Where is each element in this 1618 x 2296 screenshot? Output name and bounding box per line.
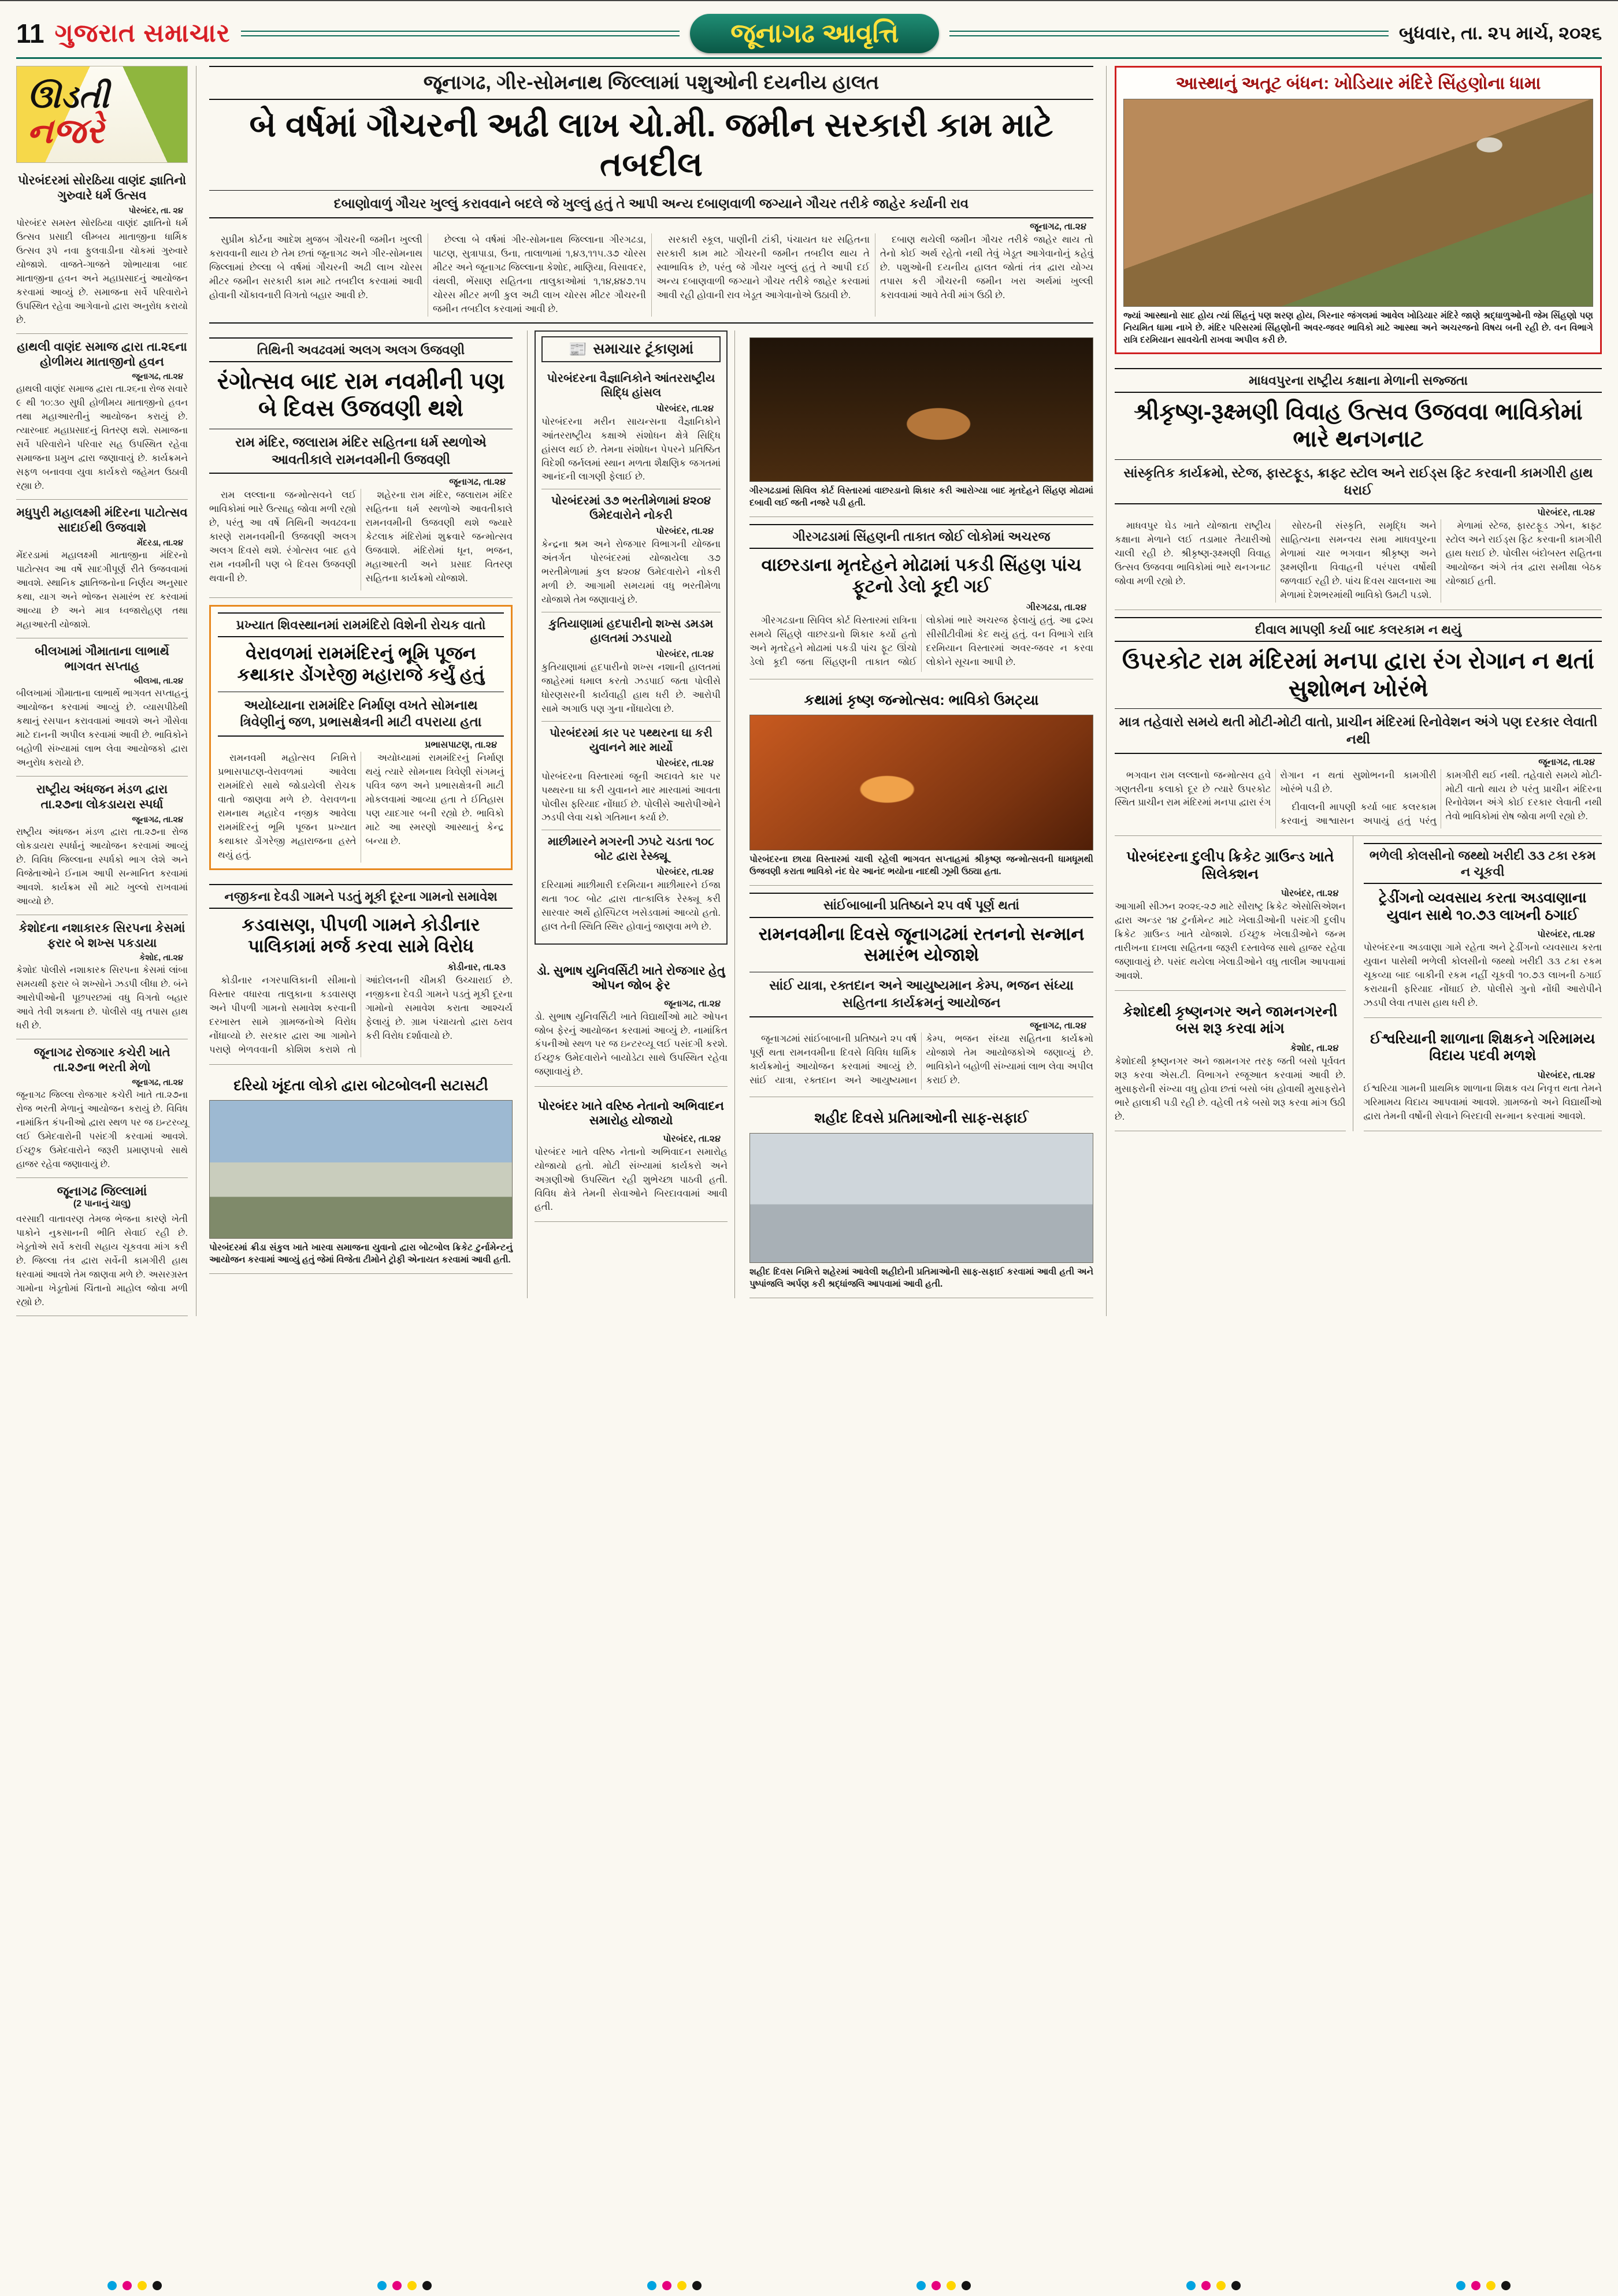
article-dateline: પોરબંદર, તા.૨૪ xyxy=(663,1134,721,1144)
botball-photo xyxy=(209,1100,513,1239)
article-kicker: ગીરગઢડામાં સિંહણની તાકાત જોઈ લોકોમાં અચરજ xyxy=(749,524,1093,549)
article-dateline: જૂનાગઢ, તા.૨૪ xyxy=(664,998,721,1009)
article-veraval-boxed xyxy=(209,605,513,870)
lioness-night-photo xyxy=(749,337,1093,482)
krishna-janmotsav-photo xyxy=(749,715,1093,850)
article-headline: પોરબંદર ખાતે વરિષ્ઠ નેતાનો અભિવાદન સમારોહ યોજાયો xyxy=(538,1099,724,1127)
article-kicker: તિથિની અવઢવમાં અલગ અલગ ઉજવણી xyxy=(209,337,513,363)
brief-dateline: પોરબંદર, તા.૨૪ xyxy=(656,526,714,537)
article-dateline: પોરબંદર, તા.૨૪ xyxy=(1537,930,1595,940)
glance-item xyxy=(16,500,188,638)
main-story-dateline: જૂનાગઢ, તા.૨૪ xyxy=(1030,222,1086,232)
yellow-dot-icon xyxy=(407,2281,417,2290)
article-kicker: ભળેલી કોલસીનો જથ્થો ખરીદી ૩૩ ટકા રકમ ન ચૂકવી xyxy=(1364,843,1602,884)
right-bottom-right xyxy=(1364,836,1602,1131)
glance-title: રાષ્ટ્રીય અંધજન મંડળ દ્વારા તા.૨૭ના લોકડાયરા સ્પર્ધા xyxy=(36,783,168,812)
brief-item xyxy=(541,830,721,939)
yellow-dot-icon xyxy=(947,2281,956,2290)
article-paragraph: ભગવાન રામ લલ્લાનો જન્મોત્સવ હવે ગણતરીના કલાકો દૂર છે ત્યારે ઉપરકોટ સ્થિત પ્રાચીન રામ મંદિરમાં મનપા દ્વારા રંગ રોગાન ન થતાં સુશોભનની કામગીરી ખોરંભે પડી છે. xyxy=(1115,770,1437,808)
glance-logo-word2: નજરે xyxy=(27,111,104,150)
print-registration-dots xyxy=(0,2281,1618,2290)
article-headline: શહીદ દિવસે પ્રતિમાઓની સાફ-સફાઈ xyxy=(814,1110,1029,1127)
article-keshod xyxy=(1115,991,1346,1132)
content-grid xyxy=(16,66,1602,1316)
article-paragraph: જૂનાગઢમાં સાંઈબાબાની પ્રતિષ્ઠાને ૨૫ વર્ષ પૂર્ણ થતા રામનવમીના દિવસે વિવિધ ધાર્મિક કાર્યક્રમોનું આયોજન કરવામાં આવ્યું છે. સાંઈ યાત્રા, રક્તદાન અને આયુષ્યમાન કેમ્પ, ભજન સંધ્યા સહિતના કાર્યક્રમો યોજાશે તેમ આયોજકોએ જણાવ્યું છે. ભાવિકોને બહોળી સંખ્યામાં લાભ લેવા અપીલ કરાઈ છે. xyxy=(749,1033,1093,1086)
black-dot-icon xyxy=(692,2281,702,2290)
article-ramnavmi xyxy=(209,330,513,598)
article-headline: શ્રીકૃષ્ણ-રૂક્ષ્મણી વિવાહ ઉત્સવ ઉજવવા ભાવિકોમાં ભારે થનગનાટ xyxy=(1134,399,1583,452)
article-headline: રંગોત્સવ બાદ રામ નવમીની પણ બે દિવસ ઉજવણી થશે xyxy=(217,369,505,422)
right-bottom-left xyxy=(1115,836,1353,1131)
article-headline: ટ્રેડીંગનો વ્યવસાય કરતા અડવાણાના યુવાન સાથે ૧૦.૭૩ લાખની ઠગાઈ xyxy=(1378,890,1587,923)
photo-caption: ગીરગઢડામાં સિવિલ કોર્ટ વિસ્તારમાં વાછરડાનો શિકાર કરી આરોગ્યા બાદ મૃતદેહને સિંહણ મોઢામાં દબાવી લઈ જતી નજરે પડી હતી. xyxy=(749,485,1093,508)
brief-title: પોરબંદરમાં કાર પર પથ્થરના ઘા કરી યુવાનને માર માર્યો xyxy=(550,726,712,754)
article-body: પોરબંદરના અડવાણા ગામે રહેતા અને ટ્રેડીંગનો વ્યવસાય કરતા યુવાન પાસેથી ભળેલી કોલસીનો જથ્થો ખરીદી ૩૩ ટકા રકમ ચૂકવ્યા બાદ બાકીની રકમ નહીં ચૂકવી ૧૦.૭૩ લાખની ઠગાઈ કરાયાની ફરિયાદ નોંધાઈ છે. પોલીસે ગુનો નોંધી આરોપીને ઝડપી લેવા તપાસ હાથ ધરી છે. xyxy=(1363,942,1602,1008)
header-rule-left xyxy=(241,31,680,36)
glance-body: મેંદરડામાં મહાલક્ષ્મી માતાજીના મંદિરનો પાટોત્સવ આ વર્ષે સાદગીપૂર્ણ રીતે ઉજવવામાં આવશે. સ્થાનિક જ્ઞાતિજનોના નિર્ણય અનુસાર કથા, યાગ અને ભોજન સમારંભ રદ કરવામાં આવ્યા છે અને માત્ર ધ્વજારોહણ તથા મહાઆરતી યોજાશે. xyxy=(16,550,188,630)
article-ishwariya xyxy=(1364,1018,1602,1131)
registration-dots-group xyxy=(647,2281,702,2290)
article-body xyxy=(209,974,513,1057)
glance-title: બીલખામાં ગૌમાતાના લાભાર્થે ભાગવત સપ્તાહ xyxy=(35,644,169,673)
masthead: ગુજરાત સમાચાર xyxy=(54,18,231,47)
cyan-dot-icon xyxy=(1186,2281,1196,2290)
article-dateline: પ્રભાસપાટણ, તા.૨૪ xyxy=(425,740,497,751)
photo-caption: પોરબંદરના છાયા વિસ્તારમાં ચાલી રહેલી ભાગવત સપ્તાહમાં શ્રીકૃષ્ણ જન્મોત્સવની ધામધૂમથી ઉજવણી કરાતા ભાવિકો નંદ ઘેર આનંદ ભયોના નાદથી ઝૂમી ઉઠ્યા હતા. xyxy=(749,855,1093,877)
glance-dateline: મેંદરડા, તા.૨૪ xyxy=(136,538,183,548)
glance-dateline: જૂનાગઢ, તા.૨૪ xyxy=(132,1078,183,1087)
glance-body: બીલખામાં ગૌમાતાના લાભાર્થે ભાગવત સપ્તાહનું આયોજન કરવામાં આવ્યું છે. વ્યાસપીઠેથી કથાનું રસપાન કરાવવામાં આવશે અને ગૌસેવા માટે દાનની અપીલ કરવામાં આવી છે. ભાવિકોને બહોળી સંખ્યામાં લાભ લેવા આયોજકો દ્વારા અનુરોધ કરાયો છે. xyxy=(16,689,188,768)
article-cricket xyxy=(1115,836,1346,991)
briefs-title: સમાચાર ટૂંકાણમાં xyxy=(593,340,694,357)
glance-item xyxy=(16,168,188,334)
black-dot-icon xyxy=(1501,2281,1511,2290)
article-krishna xyxy=(749,679,1093,886)
news-briefs-box xyxy=(535,330,728,945)
glance-item xyxy=(16,638,188,777)
registration-dots-group xyxy=(377,2281,432,2290)
yellow-dot-icon xyxy=(1486,2281,1495,2290)
lioness-photo-block xyxy=(749,330,1093,517)
article-kicker: માધવપુરના રાષ્ટ્રીય કક્ષાના મેળાની સજ્જતા xyxy=(1115,368,1602,393)
glance-title: જૂનાગઢ રોજગાર કચેરી ખાતે તા.૨૭ના ભરતી મેળો xyxy=(34,1046,170,1075)
article-paragraph: ગીરગઢડાના સિવિલ કોર્ટ વિસ્તારમાં રાત્રિના સમયે સિંહણે વાછરડાનો શિકાર કર્યો હતો અને મૃતદેહને મોઢામાં પકડી પાંચ ફૂટ ઊંચો ડેલો કૂદી જતા સિંહણની તાકાત જોઈ લોકોમાં ભારે અચરજ ફેલાયું હતું. આ દ્રશ્ય સીસીટીવીમાં કેદ થયું હતું. વન વિભાગે રાત્રિ દરમિયાન વિસ્તારમાં અવર-જવર ન કરવા લોકોને સૂચના આપી છે. xyxy=(749,615,1093,668)
edition-banner: જૂનાગઢ આવૃત્તિ xyxy=(690,14,939,53)
glance-title: હાથલી વાણંદ સમાજ દ્વારા તા.૨૬ના હોળીમય માતાજીનો હવન xyxy=(17,340,187,369)
continued-title: જૂનાગઢ જિલ્લામાં xyxy=(57,1183,147,1198)
middle-subcolumn-3 xyxy=(749,330,1093,1298)
main-story-paragraph: છેલ્લા બે વર્ષમાં ગીર-સોમનાથ જિલ્લાના ગીરગઢડા, પાટણ, સુત્રાપાડા, ઉના, તાલાળામાં ૧,૪૩,૧૧૫.૩૭ ચોરસ મીટર અને જૂનાગઢ જિલ્લાના કેશોદ, માણિયા, વિસાવદર, વંથલી, ભેંસાણ સહિતના તાલુકાઓમાં ૧,૧૪,૪૪૭.૧૫ ચોરસ મીટર મળી કુલ અઢી લાખ ચોરસ મીટર ગૌચરની જમીન તબદીલ કરવામાં આવી છે. xyxy=(433,235,646,314)
cyan-dot-icon xyxy=(107,2281,117,2290)
registration-dots-group xyxy=(1456,2281,1511,2290)
article-subhead: સાંસ્કૃતિક કાર્યક્રમો, સ્ટેજ, ફાસ્ટફૂડ, ક્રાફ્ટ સ્ટોલ અને રાઈડ્સ ફિટ કરવાની કામગીરી હાથ ધરાઈ xyxy=(1115,459,1602,505)
article-dateline: પોરબંદર, તા.૨૪ xyxy=(1537,508,1595,518)
article-headline: વાછરડાના મૃતદેહને મોઢામાં પકડી સિંહણ પાંચ ફૂટનો ડેલો કૂદી ગઈ xyxy=(761,555,1082,596)
khodiyar-temple-lion-photo xyxy=(1123,99,1593,307)
article-body xyxy=(1115,769,1602,829)
brief-body: કુતિયાણામાં હદપારીનો શખ્સ નશાની હાલતમાં જાહેરમાં ધમાલ કરતો ઝડપાઈ જતા પોલીસે ધોરણસરની કાર્યવાહી હાથ ધરી છે. આરોપી સામે અગાઉ પણ ગુના નોંધાયેલા છે. xyxy=(541,662,721,714)
article-dateline: ગીરગઢડા, તા.૨૪ xyxy=(1026,603,1086,613)
main-story-kicker: જૂનાગઢ, ગીર-સોમનાથ જિલ્લામાં પશુઓની દયનીય હાલત xyxy=(209,66,1093,100)
main-story-paragraph: સુપ્રીમ કોર્ટના આદેશ મુજબ ગૌચરની જમીન ખુલ્લી કરાવવાની થાય છે તેમ છતાં જૂનાગઢ અને ગીર-સોમનાથ જિલ્લામાં છેલ્લા બે વર્ષમાં ગૌચરની અઢી લાખ ચોરસ મીટર જમીન સરકારી કામ માટે તબદીલ કરવામાં આવી હોવાની ચોંકાવનારી વિગતો બહાર આવી છે. xyxy=(209,235,422,300)
article-body: પોરબંદર ખાતે વરિષ્ઠ નેતાનો અભિવાદન સમારોહ યોજાયો હતો. મોટી સંખ્યામાં કાર્યકરો અને અગ્રણીઓ ઉપસ્થિત રહી શુભેચ્છા પાઠવી હતી. વિવિધ ક્ષેત્રે તેમની સેવાઓને બિરદાવવામાં આવી હતી. xyxy=(535,1146,728,1213)
yellow-dot-icon xyxy=(677,2281,686,2290)
article-kicker: પ્રખ્યાત શિવસ્થાનમાં રામમંદિરો વિશેની રોચક વાતો xyxy=(218,612,504,638)
glance-dateline: જૂનાગઢ, તા.૨૪ xyxy=(132,372,183,381)
brief-body: દરિયામાં માછીમારી દરમિયાન માછીમારને ઈજા થતા ૧૦૮ બોટ દ્વારા તાત્કાલિક રેસ્ક્યૂ કરી સારવાર અર્થે હોસ્પિટલ ખસેડવામાં આવ્યો હતો. હાલ તેની સ્થિતિ સ્થિર હોવાનું જાણવા મળે છે. xyxy=(541,880,721,932)
article-body xyxy=(1115,519,1602,603)
article-kodinar xyxy=(209,877,513,1065)
cyan-dot-icon xyxy=(647,2281,656,2290)
glance-logo-word1: ઊડતી xyxy=(27,77,109,114)
registration-dots-group xyxy=(107,2281,162,2290)
black-dot-icon xyxy=(1231,2281,1241,2290)
article-headline: પોરબંદરના દુલીપ ક્રિકેટ ગ્રાઉન્ડ ખાતે સિલેક્શન xyxy=(1126,849,1334,882)
main-story-body xyxy=(209,233,1093,317)
article-body xyxy=(209,489,513,590)
article-subhead: સાંઈ યાત્રા, રક્તદાન અને આયુષ્યમાન કેમ્પ, ભજન સંધ્યા સહિતના કાર્યક્રમનું આયોજન xyxy=(749,972,1093,1017)
article-paragraph: કોડીનાર નગરપાલિકાની સીમાનો વિસ્તાર વધારવા તાલુકાના કડવાસણ અને પીપળી ગામનો સમાવેશ કરવાની દરખાસ્ત સામે ગ્રામજનોએ વિરોધ નોંધાવ્યો છે. સરકાર દ્વારા આ ગામોને પરાણે ભેળવવાની કોશિશ કરાશે તો આંદોલનની ચીમકી ઉચ્ચારાઈ છે. નજીકના દેવડી ગામને પડતું મૂકી દૂરના ગામોનો સમાવેશ કરાતા આશ્ચર્ય ફેલાયું છે. ગ્રામ પંચાયતો દ્વારા ઠરાવ કરી વિરોધ દર્શાવાયો છે. xyxy=(209,975,513,1055)
article-sai xyxy=(749,886,1093,1097)
magenta-dot-icon xyxy=(662,2281,671,2290)
magenta-dot-icon xyxy=(123,2281,132,2290)
article-headline: ડો. સુભાષ યુનિવર્સિટી ખાતે રોજગાર હેતુ ઓપન જોબ ફેર xyxy=(537,964,725,992)
glance-title: કેશોદના નશાકારક સિરપના કેસમાં ફરાર બે શખ્સ પકડાયા xyxy=(18,921,185,950)
glance-body: કેશોદ પોલીસે નશાકારક સિરપના કેસમાં લાંબા સમયથી ફરાર બે શખ્સોને ઝડપી લીધા છે. બંને આરોપીઓની પૂછપરછમાં વધુ વિગતો બહાર આવે તેવી શક્યતા છે. પોલીસે વધુ તપાસ હાથ ધરી છે. xyxy=(16,965,188,1031)
middle-subcolumn-2 xyxy=(527,330,735,1298)
main-story-headline: બે વર્ષમાં ગૌચરની અઢી લાખ ચો.મી. જમીન સરકારી કામ માટે તબદીલ xyxy=(249,106,1053,183)
article-paragraph: શહેરના રામ મંદિર, જલારામ મંદિર સહિતના ધર્મ સ્થળોએ આવતીકાલે રામનવમીની ઉજવણી થશે જ્યારે કેટલાક મંદિરોમાં શુક્રવારે જન્મોત્સવ ઉજવાશે. મંદિરોમાં ધૂન, ભજન, મહાઆરતી અને પ્રસાદ વિતરણ સહિતના કાર્યક્રમો યોજાશે. xyxy=(365,490,513,584)
article-dateline: કોડીનાર, તા.૨૩ xyxy=(447,963,506,973)
article-body: ડો. સુભાષ યુનિવર્સિટી ખાતે વિદ્યાર્થીઓ માટે ઓપન જોબ ફેરનું આયોજન કરવામાં આવ્યું છે. નામાંકિત કંપનીઓ સ્થળ પર જ ઇન્ટરવ્યૂ લઈ પસંદગી કરશે. ઈચ્છુક ઉમેદવારોને બાયોડેટા સાથે ઉપસ્થિત રહેવા જણાવાયું છે. xyxy=(535,1011,728,1078)
glance-body: પોરબંદર સમસ્ત સોરઠિયા વાણંદ જ્ઞાતિનો ધર્મ ઉત્સવ પ્રસાદી લીમ્બય માતાજીના ધાર્મિક ઉત્સવ રૂપે નવા ફુલવાડીના ચોકમાં ગુરુવારે યોજાશે. વાજતે-ગાજતે શોભાયાત્રા બાદ માતાજીના હવન અને મહાપ્રસાદનું આયોજન કરવામાં આવ્યું છે. સમાજના સર્વે પરિવારોને ઉપસ્થિત રહેવા આગેવાનો દ્વારા અનુરોધ કરાયો છે. xyxy=(16,218,188,325)
article-uparkot xyxy=(1115,610,1602,836)
article-subhead: અયોધ્યાના રામમંદિર નિર્માણ વખતે સોમનાથ ત્રિવેણીનું જળ, પ્રભાસક્ષેત્રની માટી વપરાયા હતા xyxy=(218,692,504,737)
brief-item xyxy=(541,722,721,831)
photo-caption: શહીદ દિવસ નિમિત્તે શહેરમાં આવેલી શહીદોની પ્રતિમાઓની સાફ-સફાઈ કરવામાં આવી હતી અને પુષ્પાંજલિ અર્પણ કરી શ્રદ્ધાંજલિ આપવામાં આવી હતી. xyxy=(749,1266,1093,1289)
article-dateline: પોરબંદર, તા.૨૪ xyxy=(1281,889,1339,899)
brief-item xyxy=(541,612,721,722)
brief-item xyxy=(541,489,721,612)
article-subhead: રામ મંદિર, જલારામ મંદિર સહિતના ધર્મ સ્થળોએ આવતીકાલે રામનવમીની ઉજવણી xyxy=(209,429,513,474)
glance-item xyxy=(16,915,188,1040)
magenta-dot-icon xyxy=(932,2281,941,2290)
cyan-dot-icon xyxy=(916,2281,926,2290)
article-paragraph: અયોધ્યામાં રામમંદિરનું નિર્માણ થયું ત્યારે સોમનાથ ત્રિવેણી સંગમનું પવિત્ર જળ અને પ્રભાસક્ષેત્રની માટી મોકલવામાં આવ્યા હતા તે ઈતિહાસ પણ યાદગાર બની રહ્યો છે. ભાવિકો માટે આ સ્મરણો આસ્થાનું કેન્દ્ર બન્યા છે. xyxy=(365,753,504,846)
main-story-subhead: દબાણોવાળું ગૌચર ખુલ્લું કરાવવાને બદલે જે ખુલ્લું હતું તે આપી અન્ય દબાણવાળી જગ્યાને ગૌચર તરીકે જાહેર કર્યાની રાવ xyxy=(209,190,1093,218)
magenta-dot-icon xyxy=(392,2281,402,2290)
article-subhead: માત્ર તહેવારો સમયે થતી મોટી-મોટી વાતો, પ્રાચીન મંદિરમાં રિનોવેશન અંગે પણ દરકાર લેવાતી નથી xyxy=(1115,708,1602,754)
article-dateline: જૂનાગઢ, તા.૨૪ xyxy=(1538,757,1595,767)
article-headline: કડવાસણ, પીપળી ગામને કોડીનાર પાલિકામાં મર્જ કરવા સામે વિરોધ xyxy=(242,915,480,956)
header-rule-right xyxy=(949,31,1389,36)
cyan-dot-icon xyxy=(1456,2281,1465,2290)
article-dateline: કેશોદ, તા.૨૪ xyxy=(1290,1043,1339,1053)
registration-dots-group xyxy=(1186,2281,1241,2290)
page-number: 11 xyxy=(16,18,44,49)
black-dot-icon xyxy=(422,2281,432,2290)
middle-subcolumn-1 xyxy=(209,330,513,1298)
brief-title: પોરબંદરમાં ૩૭ ભરતીમેળામાં ૪૨૦૪ ઉમેદવારોને નોકરી xyxy=(551,495,711,522)
article-kicker: દીવાલ માપણી કર્યા બાદ કલરકામ ન થયું xyxy=(1115,617,1602,642)
article-body xyxy=(218,752,504,862)
brief-dateline: પોરબંદર, તા.૨૪ xyxy=(656,403,714,414)
glance-item xyxy=(16,1039,188,1178)
article-paragraph: માધવપુર ઘેડ ખાતે યોજાતા રાષ્ટ્રીય કક્ષાના મેળાને લઈ તડામાર તૈયારીઓ ચાલી રહી છે. શ્રીકૃષ્ણ-રૂક્ષ્મણી વિવાહ ઉત્સવ ઉજવવા ભાવિકોમાં ભારે થનગનાટ જોવા મળી રહ્યો છે. xyxy=(1115,521,1271,587)
magenta-dot-icon xyxy=(1201,2281,1211,2290)
glance-title: પોરબંદરમાં સોરઠિયા વાણંદ જ્ઞાતિનો ગુરુવારે ધર્મ ઉત્સવ xyxy=(17,174,187,203)
right-column xyxy=(1106,66,1602,1316)
article-body xyxy=(749,614,1093,672)
glance-title: મધુપુરી મહાલક્ષ્મી મંદિરના પાટોત્સવ સાદાઈથી ઉજવાશે xyxy=(16,506,188,535)
brief-title: માછીમારને મગરની ઝપટે ચડતા ૧૦૮ બોટ દ્વારા રેસ્ક્યૂ xyxy=(547,835,715,863)
article-headline: કેશોદથી કૃષ્ણનગર અને જામનગરની બસ શરૂ કરવા માંગ xyxy=(1123,1003,1338,1037)
article-paragraph: રામ લલ્લાના જન્મોત્સવને લઈ ભાવિકોમાં ભારે ઉત્સાહ જોવા મળી રહ્યો છે, પરંતુ આ વર્ષે તિથિની અવઢવના કારણે રામનવમીની ઉજવણી અલગ અલગ દિવસે થશે. રંગોત્સવ બાદ હવે રામ નવમીની પણ બે દિવસ ઉજવણી થવાની છે. xyxy=(209,490,357,584)
photo-caption: જ્યાં આસ્થાનો સાદ હોય ત્યાં સિંહનું પણ શરણ હોય, ગિરનાર જંગલમાં આવેલ ખોડિયાર મંદિરે જાણે શ્રદ્ધાળુઓની જેમ સિંહણો પણ નિયમિત ધામા નાખે છે. મંદિર પરિસરમાં સિંહણોની અવર-જવર ભાવિકો માટે આસ્થા અને અચરજનો વિષય બની રહી છે. વન વિભાગે રાત્રિ દરમિયાન સાવચેતી રાખવા અપીલ કરી છે. xyxy=(1123,311,1593,345)
photo-caption: પોરબંદરમાં ક્રીડા સંકુલ ખાતે ખારવા સમાજના યુવાનો દ્વારા બોટબોલ ક્રિકેટ ટુર્નામેન્ટનું આયોજન કરવામાં આવ્યું હતું જેમાં વિજેતા ટીમોને ટ્રોફી એનાયત કરવામાં આવી હતી. xyxy=(209,1243,513,1265)
article-body: આગામી સીઝન ૨૦૨૬-૨૭ માટે સૌરાષ્ટ્ર ક્રિકેટ એસોસિએશન દ્વારા અન્ડર ૧૪ ટુર્નામેન્ટ માટે ખેલાડીઓની પસંદગી દુલીપ ક્રિકેટ ગ્રાઉન્ડ ખાતે યોજાશે. ઈચ્છુક ખેલાડીઓને જન્મ તારીખના દાખલા સહિતના જરૂરી દસ્તાવેજ સાથે હાજર રહેવા જણાવાયું છે. પસંદ થયેલા ખેલાડીઓને વધુ તાલીમ આપવામાં આવશે. xyxy=(1115,901,1346,981)
article-dateline: જૂનાગઢ, તા.૨૪ xyxy=(1030,1020,1086,1031)
glance-dateline: જૂનાગઢ, તા.૨૪ xyxy=(132,815,183,824)
article-paragraph: મેળામાં સ્ટેજ, ફાસ્ટફૂડ ઝોન, ક્રાફ્ટ સ્ટોલ અને રાઈડ્સ ફિટ કરવાની કામગીરી હાથ ધરાઈ છે. પોલીસ બંદોબસ્ત સહિતના આયોજન અંગે તંત્ર દ્વારા સમીક્ષા બેઠક યોજાઈ હતી. xyxy=(1445,521,1602,587)
article-botball xyxy=(209,1065,513,1274)
article-thagai xyxy=(1364,836,1602,1018)
magenta-dot-icon xyxy=(1471,2281,1480,2290)
brief-body: પોરબંદરના વિસ્તારમાં જૂની અદાવતે કાર પર પથ્થરના ઘા કરી યુવાનને માર મારવામાં આવતા પોલીસ ફરિયાદ નોંધાઈ છે. પોલીસે આરોપીઓને ઝડપી લેવા ચક્રો ગતિમાન કર્યા છે. xyxy=(541,771,721,823)
article-headline: ઉપરકોટ રામ મંદિરમાં મનપા દ્વારા રંગ રોગાન ન થતાં સુશોભન ખોરંભે xyxy=(1122,648,1595,701)
khodiyar-boxed-article xyxy=(1115,66,1602,354)
glance-dateline: બીલખા, તા.૨૪ xyxy=(134,677,183,686)
main-story xyxy=(209,66,1093,324)
glance-body: રાષ્ટ્રીય અંધજન મંડળ દ્વારા તા.૨૭ના રોજ લોકડાયરા સ્પર્ધાનું આયોજન કરવામાં આવ્યું છે. વિવિધ જિલ્લાના સ્પર્ધકો ભાગ લેશે અને વિજેતાઓને ઈનામ આપી સન્માનિત કરવામાં આવશે. કાર્યક્રમ સૌ માટે ખુલ્લો રાખવામાં આવ્યો છે. xyxy=(16,827,188,906)
page-header xyxy=(16,9,1602,59)
black-dot-icon xyxy=(962,2281,971,2290)
cyan-dot-icon xyxy=(377,2281,387,2290)
article-kicker: નજીકના દેવડી ગામને પડતું મૂકી દૂરના ગામનો સમાવેશ xyxy=(209,884,513,909)
article-lioness xyxy=(749,517,1093,679)
brief-title: પોરબંદરના વૈજ્ઞાનિકોને આંતરરાષ્ટ્રીય સિદ્ધિ હાંસલ xyxy=(547,371,715,399)
article-paragraph: દીવાલની માપણી કર્યા બાદ કલરકામ કરવાનું આશ્વાસન અપાયું હતું પરંતુ કામગીરી થઈ નથી. તહેવારો સમયે મોટી-મોટી વાતો થાય છે પરંતુ પ્રાચીન મંદિરના રિનોવેશન અંગે કોઈ દરકાર લેવાતી નથી તેવો ભાવિકોમાં રોષ જોવા મળી રહ્યો છે. xyxy=(1280,770,1602,827)
article-headline: વેરાવળમાં રામમંદિરનું ભૂમિ પૂજન કથાકાર ડોંગરેજી મહારાજે કર્યું હતું xyxy=(237,643,485,685)
brief-dateline: પોરબંદર, તા.૨૪ xyxy=(656,758,714,768)
brief-body: પોરબંદરના મરીન સાયન્સના વૈજ્ઞાનિકોને આંતરરાષ્ટ્રીય કક્ષાએ સંશોધન ક્ષેત્રે સિદ્ધિ હાંસલ થઈ છે. તેમના સંશોધન પેપરને પ્રતિષ્ઠિત વિદેશી જર્નલમાં સ્થાન મળતા શૈક્ષણિક જગતમાં આનંદની લાગણી ફેલાઈ છે. xyxy=(541,416,721,482)
glance-body: જૂનાગઢ જિલ્લા રોજગાર કચેરી ખાતે તા.૨૭ના રોજ ભરતી મેળાનું આયોજન કરાયું છે. વિવિધ નામાંકિત કંપનીઓ દ્વારા સ્થળ પર જ ઇન્ટરવ્યૂ લઈ ઉમેદવારોની પસંદગી કરવામાં આવશે. ઈચ્છુક ઉમેદવારોને જરૂરી પ્રમાણપત્રો સાથે હાજર રહેવા જણાવાયું છે. xyxy=(16,1090,188,1169)
glance-logo xyxy=(16,66,188,163)
article-shahid xyxy=(749,1097,1093,1298)
continued-note: (2 પાનાનું ચાલુ) xyxy=(73,1198,131,1209)
article-dateline: પોરબંદર, તા.૨૪ xyxy=(1537,1070,1595,1080)
brief-title: કુતિયાણામાં હદપારીનો શખ્સ ડમડમ હાલતમાં ઝડપાયો xyxy=(548,618,714,645)
main-story-paragraph: સરકારી સ્કૂલ, પાણીની ટાંકી, પંચાયત ઘર સહિતના સરકારી કામ માટે ગૌચરની જમીન તબદીલ થાય તે સ્વાભાવિક છે, પરંતુ જે ગૌચર ખુલ્લું હતું તે આપી દઈ અન્ય દબાણવાળી જગ્યાને ગૌચર તરીકે જાહેર કરવામાં આવી રહી હોવાની રાવ ખેડૂત આગેવાનોએ ઉઠાવી છે. xyxy=(656,235,870,300)
article-headline: કથામાં કૃષ્ણ જન્મોત્સવ: ભાવિકો ઉમટ્યા xyxy=(804,692,1039,708)
brief-body: કેન્દ્રના શ્રમ અને રોજગાર વિભાગની યોજના અંતર્ગત પોરબંદરમાં યોજાયેલા ૩૭ ભરતીમેળામાં કુલ ૪૨૦૪ ઉમેદવારોને નોકરી મળી છે. આગામી સમયમાં વધુ ભરતીમેળા યોજાશે તેમ જણાવાયું છે. xyxy=(541,539,721,605)
newspaper-icon: 📰 xyxy=(568,340,588,358)
glance-item xyxy=(16,777,188,915)
briefs-header xyxy=(541,336,721,362)
sidebar-glance-column xyxy=(16,66,196,1316)
yellow-dot-icon xyxy=(1216,2281,1226,2290)
article-headline: ઈશ્વરિયાની શાળાના શિક્ષકને ગરિમામય વિદાય પદવી મળશે xyxy=(1370,1030,1595,1064)
yellow-dot-icon xyxy=(138,2281,147,2290)
brief-item xyxy=(541,367,721,490)
article-paragraph: સોરઠની સંસ્કૃતિ, સમૃદ્ધિ અને સાહિત્યના સમન્વય સમા માધવપુરના મેળામાં ચાર ભગવાન શ્રીકૃષ્ણ અને રૂક્ષ્મણીના વિવાહની પરંપરા વર્ષોથી જળવાઈ રહી છે. પાંચ દિવસ ચાલનારા આ મેળામાં દેશભરમાંથી ભાવિકો ઉમટી પડશે. xyxy=(1280,521,1437,601)
edition-date: બુધવાર, તા. ૨૫ માર્ચ, ૨૦૨૬ xyxy=(1398,22,1602,43)
article-kicker: સાંઈબાબાની પ્રતિષ્ઠાને ૨૫ વર્ષ પૂર્ણ થતાં xyxy=(749,893,1093,918)
glance-body: હાથલી વાણંદ સમાજ દ્વારા તા.૨૬ના રોજ સવારે ૯ થી ૧૦:૩૦ સુધી હોળીમય માતાજીનો હવન તથા મહાઆરતીનું આયોજન કરાયું છે. ત્યારબાદ મહાપ્રસાદનું વિતરણ થશે. સમાજના સર્વે પરિવારોને પરિવાર સહ ઉપસ્થિત રહેવા સમાજના પ્રમુખ દ્વારા જણાવાયું છે. કાર્યક્રમને સફળ બનાવવા યુવા કાર્યકરો જહેમત ઉઠાવી રહ્યા છે. xyxy=(16,384,188,491)
registration-dots-group xyxy=(916,2281,971,2290)
article-jobfair xyxy=(535,952,728,1087)
right-bottom-grid xyxy=(1115,836,1602,1131)
main-story-paragraph: દબાણ થયેલી જમીન ગૌચર તરીકે જાહેર થાય તો તેનો કોઈ અર્થ રહેતો નથી તેવું ખેડૂત આગેવાનોનું કહેવું છે. પશુઓની દયનીય હાલત જોતાં તંત્ર દ્વારા યોગ્ય તપાસ કરી ગૌચરની જમીન ખરા અર્થમાં ખુલ્લી કરાવવામાં આવે તેવી માંગ ઉઠી છે. xyxy=(880,235,1093,300)
article-headline: રામનવમીના દિવસે જૂનાગઢમાં રતનનો સન્માન સમારંભ યોજાશે xyxy=(758,923,1085,965)
shahid-diwas-photo xyxy=(749,1133,1093,1263)
article-madhavpur xyxy=(1115,361,1602,610)
article-body: ઈશ્વરિયા ગામની પ્રાથમિક શાળાના શિક્ષક વય નિવૃત્ત થતા તેમને ગરિમામય વિદાય આપવામાં આવશે. ગ્રામજનો અને વિદ્યાર્થીઓ દ્વારા તેમની વર્ષોની સેવાને બિરદાવી સન્માન કરવામાં આવશે. xyxy=(1363,1083,1602,1121)
glance-item xyxy=(16,334,188,500)
article-body xyxy=(749,1032,1093,1090)
khodiyar-title: આસ્થાનું અતૂટ બંધન: ખોડિયાર મંદિરે સિંહણોના ધામા xyxy=(1175,74,1541,93)
brief-dateline: પોરબંદર, તા.૨૪ xyxy=(656,867,714,878)
continued-article xyxy=(16,1178,188,1316)
article-headline: દરિયો ખૂંદતા લોકો દ્વારા બોટબોલની સટાસટી xyxy=(233,1077,488,1094)
glance-dateline: કેશોદ, તા.૨૪ xyxy=(139,953,183,963)
middle-column xyxy=(209,66,1093,1316)
article-body: કેશોદથી કૃષ્ણનગર અને જામનગર તરફ જતી બસો પૂર્વવત શરૂ કરવા એસ.ટી. વિભાગને રજૂઆત કરવામાં આવી છે. મુસાફરોની સંખ્યા વધુ હોવા છતાં બસો બંધ હોવાથી મુસાફરોને ભારે હાલાકી પડી રહી છે. વહેલી તકે બસો શરૂ કરવા માંગ ઉઠી છે. xyxy=(1115,1056,1346,1122)
article-paragraph: રામનવમી મહોત્સવ નિમિત્તે પ્રભાસપાટણ-વેરાવળમાં આવેલા રામમંદિરો સાથે જોડાયેલી રોચક વાતો જાણવા મળે છે. વેરાવળના રામનાથ મહાદેવ નજીક આવેલા રામમંદિરનું ભૂમિ પૂજન પ્રખ્યાત કથાકાર ડોંગરેજી મહારાજના હસ્તે થયું હતું. xyxy=(218,753,357,860)
article-dateline: જૂનાગઢ, તા.૨૪ xyxy=(449,477,506,488)
brief-dateline: પોરબંદર, તા.૨૪ xyxy=(656,649,714,660)
article-abhivadan xyxy=(535,1087,728,1222)
black-dot-icon xyxy=(153,2281,162,2290)
middle-lower-grid xyxy=(209,330,1093,1298)
glance-dateline: પોરબંદર, તા. ૨૪ xyxy=(128,206,183,216)
continued-body: વરસાદી વાતાવરણ તેમજ ભેજના કારણે ખેતી પાકોને નુકસાનની ભીતિ સેવાઈ રહી છે. ખેડૂતોએ સર્વે કરાવી સહાય ચૂકવવા માંગ કરી છે. જિલ્લા તંત્ર દ્વારા સર્વેની કામગીરી હાથ ધરવામાં આવશે તેમ જાણવા મળે છે. અસરગ્રસ્ત ગામોના ખેડૂતોમાં ચિંતાનો માહોલ જોવા મળી રહ્યો છે. xyxy=(16,1214,188,1307)
